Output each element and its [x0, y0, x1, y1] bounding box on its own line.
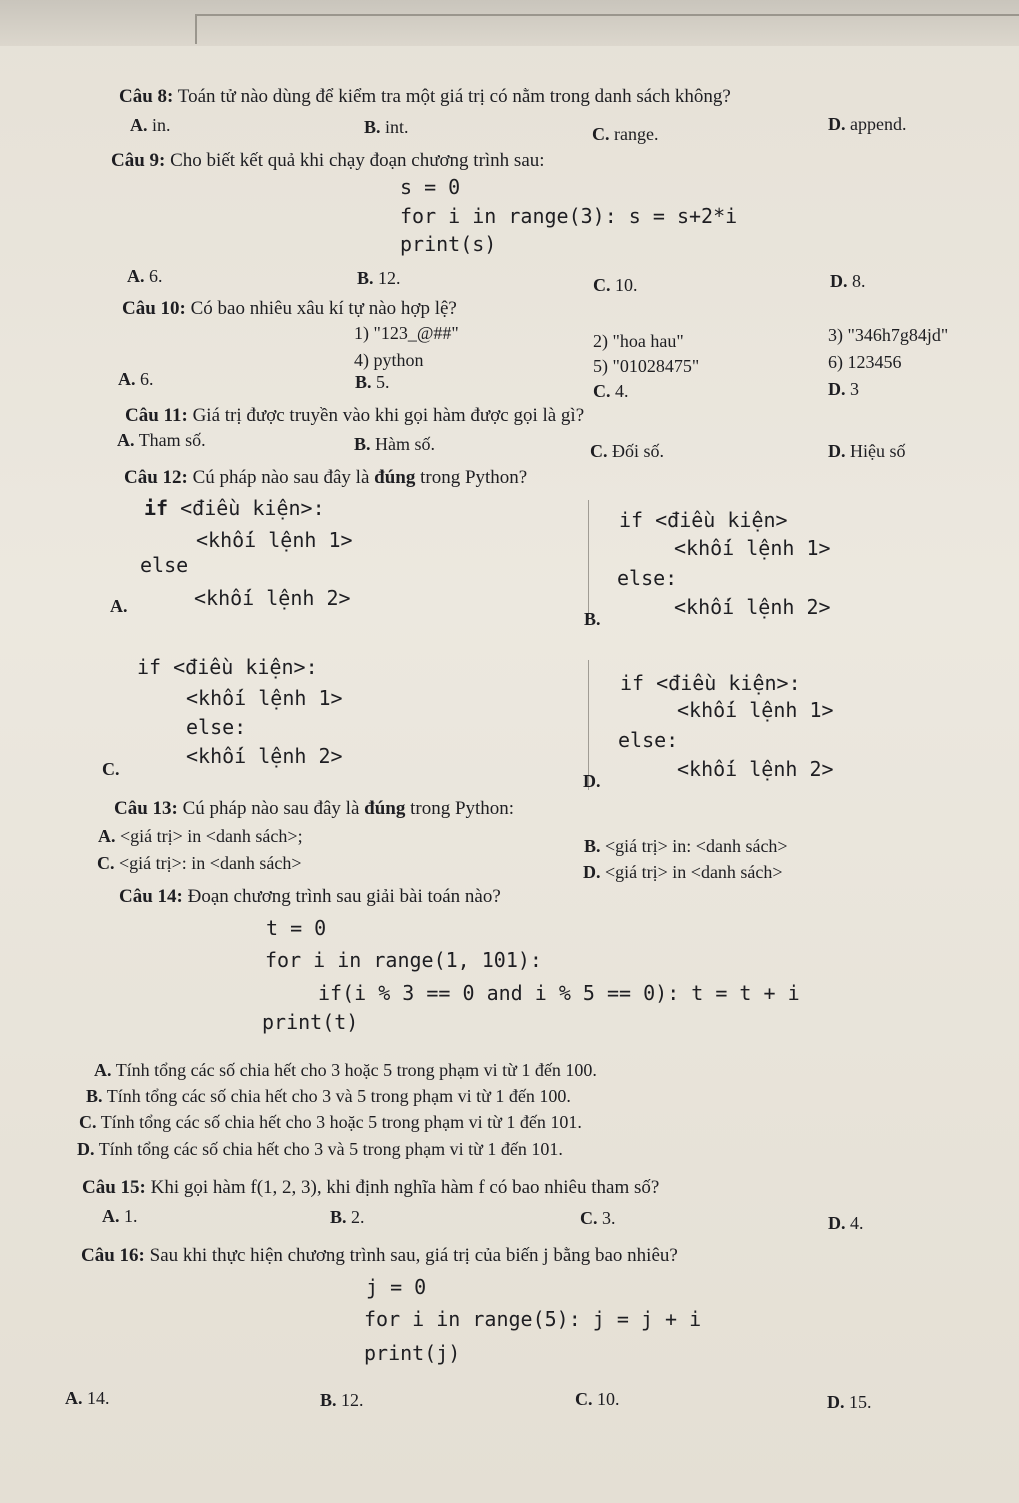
q13-option-d: D. <giá trị> in <danh sách>	[583, 862, 783, 882]
q11-option-d: D. Hiệu số	[828, 441, 906, 461]
q12-d-line-2: <khối lệnh 1>	[677, 698, 834, 722]
q12-b-line-4: <khối lệnh 2>	[674, 595, 831, 619]
q12-b-line-1: if <điều kiện>	[619, 508, 788, 532]
q16-option-a: A. 14.	[65, 1388, 110, 1408]
q15-option-d: D. 4.	[828, 1213, 864, 1233]
q11-option-b: B. Hàm số.	[354, 434, 436, 454]
q12-b-line-2: <khối lệnh 1>	[674, 536, 831, 560]
q12-option-c-label: C.	[102, 759, 120, 779]
q10-item-2: 2) "hoa hau"	[593, 331, 684, 351]
q10-item-5: 5) "01028475"	[593, 356, 700, 376]
q12-option-a-label: A.	[110, 596, 128, 616]
q9-option-c: C. 10.	[593, 275, 638, 295]
top-border-line	[195, 14, 1019, 16]
q12-option-b-label: B.	[584, 609, 601, 629]
q12-c-line-1: if <điều kiện>:	[137, 655, 318, 679]
q10-option-a: A. 6.	[118, 369, 154, 389]
q12-a-line-3: else	[140, 553, 189, 577]
q12-a-line-4: <khối lệnh 2>	[194, 586, 351, 610]
q8-option-c: C. range.	[592, 124, 659, 144]
q13-option-c: C. <giá trị>: in <danh sách>	[97, 853, 302, 873]
top-strip	[0, 0, 1019, 46]
q12-a-line-2: <khối lệnh 1>	[196, 528, 353, 552]
q9-code-line-3: print(s)	[400, 232, 497, 256]
q10-question: Câu 10: Có bao nhiêu xâu kí tự nào hợp lệ?	[122, 298, 457, 319]
q12-option-d-label: D.	[583, 771, 601, 791]
q13-option-a: A. <giá trị> in <danh sách>;	[98, 826, 303, 846]
q9-option-d: D. 8.	[830, 271, 866, 291]
q12-d-line-4: <khối lệnh 2>	[677, 757, 834, 781]
q16-code-line-1: j = 0	[366, 1275, 427, 1299]
q14-question: Câu 14: Đoạn chương trình sau giải bài toán nào?	[119, 886, 501, 907]
q9-question: Câu 9: Cho biết kết quả khi chạy đoạn chương trình sau:	[111, 150, 545, 171]
q13-option-b: B. <giá trị> in: <danh sách>	[584, 836, 788, 856]
q14-option-d: D. Tính tổng các số chia hết cho 3 và 5 trong phạm vi từ 1 đến 101.	[77, 1139, 563, 1159]
q11-question: Câu 11: Giá trị được truyền vào khi gọi hàm được gọi là gì?	[125, 405, 585, 426]
q14-option-a: A. Tính tổng các số chia hết cho 3 hoặc 5 trong phạm vi từ 1 đến 100.	[94, 1060, 597, 1080]
top-border-vertical	[195, 14, 197, 44]
q14-code-line-1: t = 0	[266, 916, 327, 940]
q10-option-c: C. 4.	[593, 381, 629, 401]
q15-option-b: B. 2.	[330, 1207, 365, 1227]
q16-question: Câu 16: Sau khi thực hiện chương trình sau, giá trị của biến j bằng bao nhiêu?	[81, 1245, 678, 1266]
q12-c-line-4: <khối lệnh 2>	[186, 744, 343, 768]
q12-a-line-1: if <điều kiện>:	[144, 496, 325, 520]
q8-question: Câu 8: Toán tử nào dùng để kiểm tra một giá trị có nằm trong danh sách không?	[119, 86, 731, 107]
q11-option-a: A. Tham số.	[117, 430, 206, 450]
q16-option-c: C. 10.	[575, 1389, 620, 1409]
q12-d-line-3: else:	[618, 728, 679, 752]
q15-question: Câu 15: Khi gọi hàm f(1, 2, 3), khi định nghĩa hàm f có bao nhiêu tham số?	[82, 1177, 660, 1198]
q14-code-line-4: print(t)	[262, 1010, 359, 1034]
q16-code-line-2: for i in range(5): j = j + i	[364, 1307, 702, 1331]
q14-code-line-3: if(i % 3 == 0 and i % 5 == 0): t = t + i	[318, 981, 800, 1005]
q11-option-c: C. Đối số.	[590, 441, 665, 461]
q10-option-d: D. 3	[828, 379, 859, 399]
q8-option-b: B. int.	[364, 117, 409, 137]
q15-option-a: A. 1.	[102, 1206, 138, 1226]
q8-option-a: A. in.	[130, 115, 171, 135]
q14-option-c: C. Tính tổng các số chia hết cho 3 hoặc 5 trong phạm vi từ 1 đến 101.	[79, 1112, 582, 1132]
q10-item-6: 6) 123456	[828, 352, 902, 372]
q9-code-line-2: for i in range(3): s = s+2*i	[400, 204, 738, 228]
q14-option-b: B. Tính tổng các số chia hết cho 3 và 5 trong phạm vi từ 1 đến 100.	[86, 1086, 571, 1106]
q9-option-b: B. 12.	[357, 268, 401, 288]
q12-b-line-3: else:	[617, 566, 678, 590]
q16-option-b: B. 12.	[320, 1390, 364, 1410]
q15-option-c: C. 3.	[580, 1208, 616, 1228]
q9-code-line-1: s = 0	[400, 175, 461, 199]
q8-option-d: D. append.	[828, 114, 907, 134]
q12-divider-top	[588, 500, 589, 620]
q10-option-b: B. 5.	[355, 372, 390, 392]
q12-d-line-1: if <điều kiện>:	[620, 671, 801, 695]
q13-question: Câu 13: Cú pháp nào sau đây là đúng trong Python:	[114, 798, 515, 819]
q16-code-line-3: print(j)	[364, 1341, 461, 1365]
q12-c-line-3: else:	[186, 715, 247, 739]
q16-option-d: D. 15.	[827, 1392, 872, 1412]
q12-question: Câu 12: Cú pháp nào sau đây là đúng trong Python?	[124, 467, 528, 488]
q10-item-1: 1) "123_@##"	[354, 323, 459, 343]
q10-item-4: 4) python	[354, 350, 424, 370]
q10-item-3: 3) "346h7g84jd"	[828, 325, 949, 345]
q14-code-line-2: for i in range(1, 101):	[265, 948, 542, 972]
q9-option-a: A. 6.	[127, 266, 163, 286]
q12-c-line-2: <khối lệnh 1>	[186, 686, 343, 710]
